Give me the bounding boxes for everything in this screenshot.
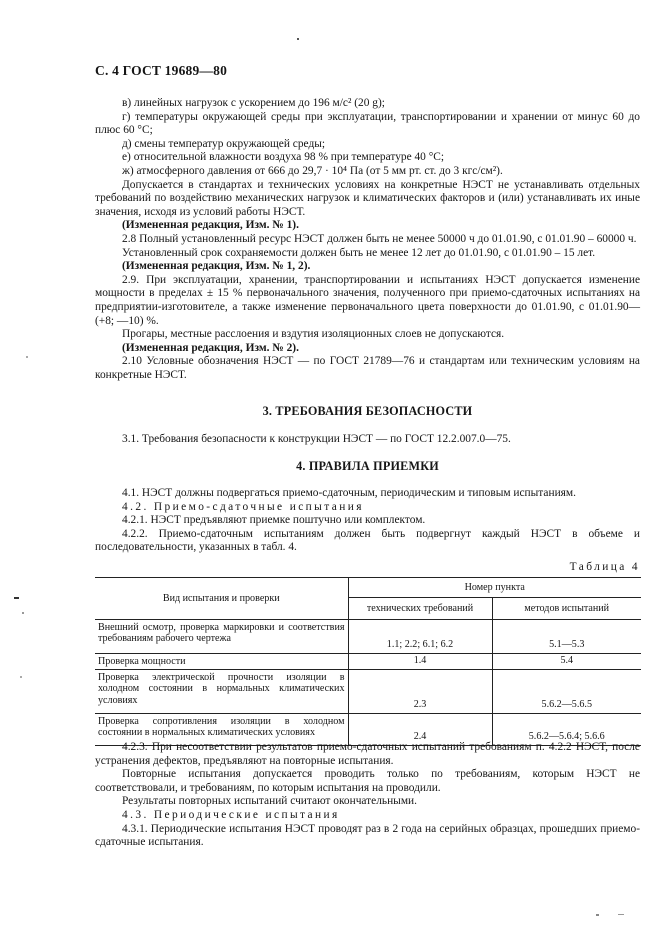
paragraph-4-3-1: 4.3.1. Периодические испытания НЭСТ проводят раз в 2 года на серийных образцах, прошедших приемо-сдаточные испытания. <box>95 822 640 849</box>
paragraph: Допускается в стандартах и технических условиях на конкретные НЭСТ не устанавливать отдельных требований по воздействию механических нагрузок и климатических факторов и (или) устанавливать их иные значения, исходя из условий работы НЭСТ. <box>95 178 640 218</box>
scan-speck <box>26 356 28 358</box>
table-header-kind: Вид испытания и проверки <box>95 578 348 620</box>
paragraph-4-2-2: 4.2.2. Приемо-сдаточным испытаниям должен быть подвергнут каждый НЭСТ в объеме и последовательности, указанных в табл. 4. <box>95 527 640 554</box>
paragraph-4-2-1: 4.2.1. НЭСТ предъявляют приемке поштучно или комплектом. <box>122 514 426 527</box>
subsection-4-2: 4.2. Приемо-сдаточные испытания <box>122 500 364 513</box>
paragraph-2-9: 2.9. При эксплуатации, хранении, транспортировании и испытаниях НЭСТ допускается изменение мощности в пределах ± 15 % первоначального значения, полученного при приемо-сдаточных испытаниях на предприятии-изготовителе, а также изменение первоначального цвета поверхности до 01.01.90, с 01.01.90—(+8; —10) %. <box>95 273 640 327</box>
table-4 <box>95 577 641 746</box>
subsection-4-3: 4.3. Периодические испытания <box>122 808 340 821</box>
page-header: С. 4 ГОСТ 19689—80 <box>95 63 228 78</box>
table-cell-kind: Проверка сопротивления изоляции в холодном состоянии в нормальных климатических условиях <box>95 714 348 746</box>
section-3-title: 3. ТРЕБОВАНИЯ БЕЗОПАСНОСТИ <box>262 404 473 418</box>
paragraph: Результаты повторных испытаний считают окончательными. <box>122 795 417 808</box>
scan-speck <box>297 38 299 40</box>
table-caption: Таблица 4 <box>569 561 640 573</box>
section-4-title: 4. ПРАВИЛА ПРИЕМКИ <box>296 459 439 473</box>
table-cell-kind: Внешний осмотр, проверка маркировки и соответствия требованиям рабочего чертежа <box>95 620 348 654</box>
list-item: г) температуры окружающей среды при эксплуатации, транспортировании и хранении от минус 60 до плюс 60 °С; <box>95 110 640 137</box>
table-cell-tech: 1.4 <box>348 654 492 670</box>
list-item: ж) атмосферного давления от 666 до 29,7 · 10⁴ Па (от 5 мм рт. ст. до 3 кгс/см²). <box>122 164 503 177</box>
paragraph: Установленный срок сохраняемости должен быть не менее 12 лет до 01.01.90, с 01.01.90 – 15 лет. <box>122 246 596 259</box>
paragraph: Повторные испытания допускается проводить только по требованиям, которым НЭСТ не соответствовали, и требованиям, по которым испытания на проводили. <box>95 768 640 794</box>
edit-note: (Измененная редакция, Изм. № 1, 2). <box>122 260 311 273</box>
scan-speck <box>14 597 19 599</box>
scan-speck <box>618 914 624 915</box>
list-item: в) линейных нагрузок с ускорением до 196 м/с² (20 g); <box>122 97 385 109</box>
edit-note: (Измененная редакция, Изм. № 2). <box>122 341 299 354</box>
scan-speck <box>20 676 22 678</box>
paragraph-4-2-3: 4.2.3. При несоответствии результатов приемо-сдаточных испытаний требованиям п. 4.2.2 НЭСТ, после устранения дефектов, предъявляют на повторные испытания. <box>95 741 640 767</box>
section-3-body <box>95 433 640 447</box>
table-header-methods: методов испытаний <box>492 598 641 620</box>
table-cell-methods: 5.6.2—5.6.4; 5.6.6 <box>492 714 641 746</box>
table-cell-methods: 5.4 <box>492 654 641 670</box>
table-header-number: Номер пункта <box>348 578 641 598</box>
paragraph-2-10: 2.10 Условные обозначения НЭСТ — по ГОСТ 21789—76 и стандартам или техническим условиям на конкретные НЭСТ. <box>95 355 640 381</box>
list-item: е) относительной влажности воздуха 98 % при температуре 40 °С; <box>122 151 445 164</box>
table-row <box>95 670 641 714</box>
paragraph: Прогары, местные расслоения и вздутия изоляционных слоев не допускаются. <box>122 328 505 341</box>
table-cell-kind: Проверка электрической прочности изоляции в холодном состоянии в нормальных климатических условиях <box>95 670 348 714</box>
table-cell-tech: 2.3 <box>348 670 492 714</box>
table-cell-tech: 2.4 <box>348 714 492 746</box>
table-cell-methods: 5.6.2—5.6.5 <box>492 670 641 714</box>
table-row <box>95 620 641 654</box>
scan-speck <box>22 612 24 614</box>
paragraph-2-8: 2.8 Полный установленный ресурс НЭСТ должен быть не менее 50000 ч до 01.01.90, с 01.01.90 – 60000 ч. <box>122 232 637 245</box>
scan-speck <box>596 914 599 916</box>
paragraph-4-1: 4.1. НЭСТ должны подвергаться приемо-сдаточным, периодическим и типовым испытаниям. <box>122 487 576 499</box>
section-2-continued <box>95 97 640 382</box>
table-row <box>95 654 641 670</box>
table-cell-tech: 1.1; 2.2; 6.1; 6.2 <box>348 620 492 654</box>
edit-note: (Измененная редакция, Изм. № 1). <box>122 219 299 232</box>
table-cell-methods: 5.1—5.3 <box>492 620 641 654</box>
section-4-body <box>95 487 640 555</box>
paragraph-3-1: 3.1. Требования безопасности к конструкции НЭСТ — по ГОСТ 12.2.007.0—75. <box>122 433 511 445</box>
table-cell-kind: Проверка мощности <box>95 654 348 670</box>
list-item: д) смены температур окружающей среды; <box>122 137 326 150</box>
section-4-continued <box>95 741 640 850</box>
table-header-tech: технических требований <box>348 598 492 620</box>
